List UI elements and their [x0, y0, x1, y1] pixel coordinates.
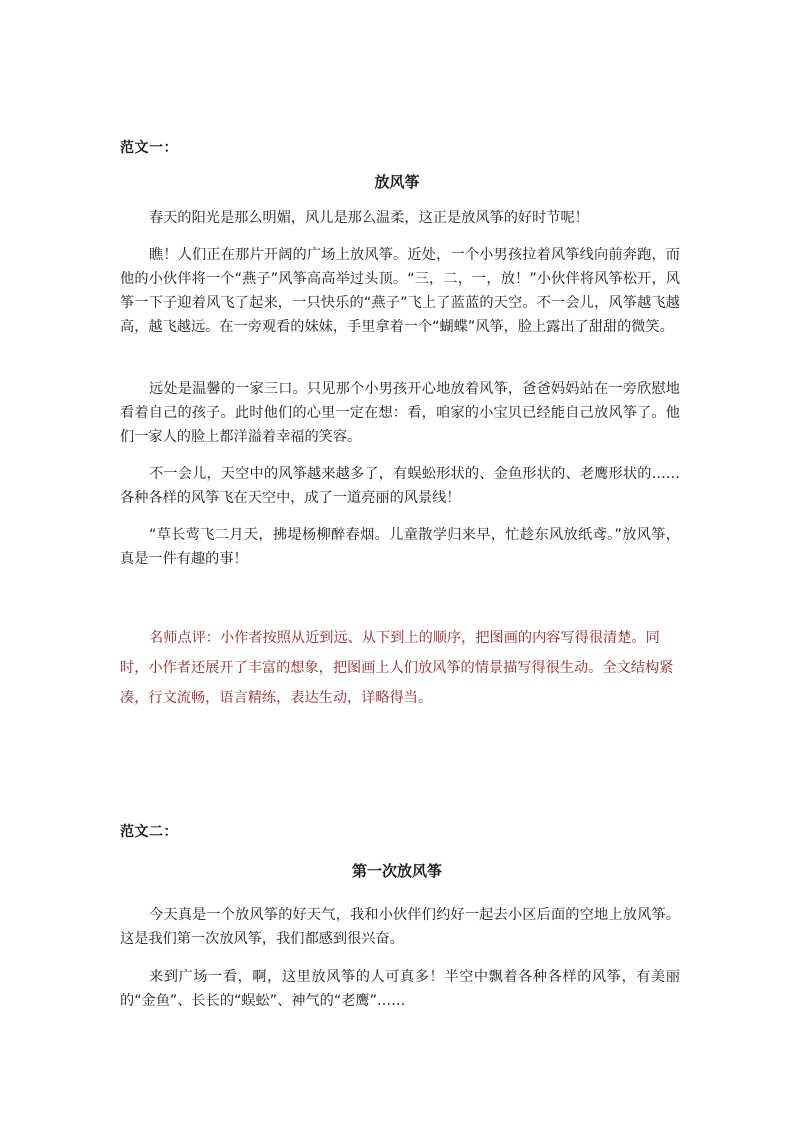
essay-2-title: 第一次放风筝 [351, 862, 442, 880]
essay-1-paragraph-5: “草长莺飞二月天，拂堤杨柳醉春烟。儿童散学归来早，忙趁东风放纸鸢。”放风筝，真是一件有趣的事！ [120, 527, 680, 567]
essay-1-paragraph-4: 不一会儿，天空中的风筝越来越多了，有蜈蚣形状的、金鱼形状的、老鹰形状的……各种各样的风筝飞在天空中，成了一道亮丽的风景线！ [120, 466, 680, 506]
essay-2-paragraph-2: 来到广场一看，啊，这里放风筝的人可真多！半空中飘着各种各样的风筝，有美丽的“金鱼”、长长的“蜈蚣”、神气的“老鹰”…… [120, 969, 680, 1009]
essay-1-label: 范文一： [120, 140, 178, 156]
essay-2-paragraph-1: 今天真是一个放风筝的好天气，我和小伙伴们约好一起去小区后面的空地上放风筝。这是我们第一次放风筝，我们都感到很兴奋。 [120, 907, 680, 947]
essay-2-label: 范文二： [120, 824, 178, 840]
essay-1-paragraph-3: 远处是温馨的一家三口。只见那个小男孩开心地放着风筝，爸爸妈妈站在一旁欣慰地看着自己的孩子。此时他们的心里一定在想：看，咱家的小宝贝已经能自己放风筝了。他们一家人的脸上都洋溢着幸福的笑容。 [120, 381, 680, 445]
essay-1-paragraph-1: 春天的阳光是那么明媚，风儿是那么温柔，这正是放风筝的好时节呢！ [149, 210, 589, 226]
essay-1-paragraph-2: 瞧！人们正在那片开阔的广场上放风筝。近处，一个小男孩拉着风筝线向前奔跑，而他的小伙伴将一个“燕子”风筝高高举过头顶。“三，二，一，放！”小伙伴将风筝松开，风筝一下子迎着风飞了起来，一只快乐的“燕子”飞上了蓝蓝的天空。不一会儿，风筝越飞越高，越飞越远。在一旁观看的妹妹，手里拿着一个“蝴蝶”风筝，脸上露出了甜甜的微笑。 [120, 247, 680, 335]
essay-1-title: 放风筝 [374, 173, 420, 191]
teacher-comment: 名师点评：小作者按照从近到远、从下到上的顺序，把图画的内容写得很清楚。同时，小作者还展开了丰富的想象，把图画上人们放风筝的情景描写得很生动。全文结构紧凑，行文流畅，语言精练，表达生动，详略得当。 [120, 630, 674, 706]
